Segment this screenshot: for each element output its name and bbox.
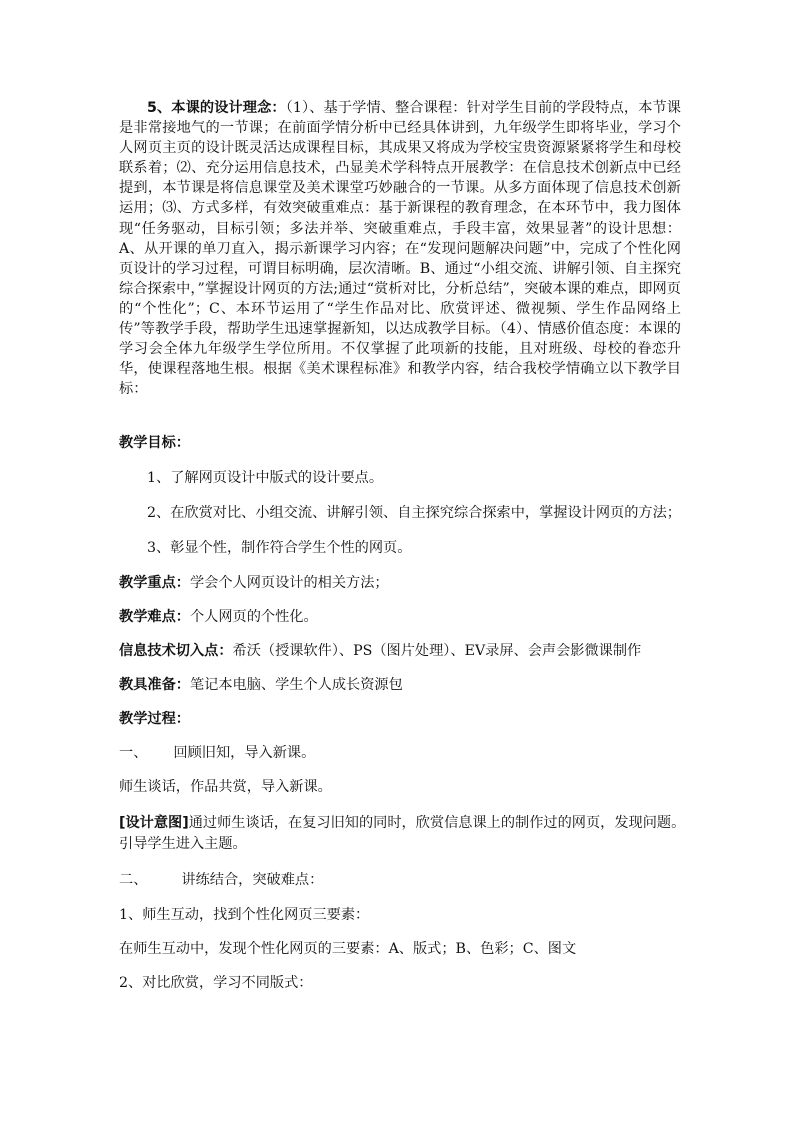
sub-step-1-heading: 1、师生互动，找到个性化网页三要素： (119, 907, 370, 923)
difficulty-label: 教学难点： (119, 609, 190, 625)
objective-item-3: 3、彰显个性，制作符合学生个性的网页。 (147, 540, 412, 556)
sub-step-1-text: 在师生互动中，发现个性化网页的三要素：A、版式；B、色彩；C、图文 (119, 941, 577, 957)
difficulty-text: 个人网页的个性化。 (189, 609, 318, 625)
sub-step-2-heading: 2、对比欣赏，学习不同版式： (119, 975, 313, 991)
it-entry-text: 希沃（授课软件）、PS（图片处理）、EV录屏、会声会影微课制作 (232, 643, 642, 659)
it-entry-line (119, 641, 641, 661)
materials-text: 笔记本电脑、学生个人成长资源包 (189, 677, 403, 693)
objective-item-1: 1、了解网页设计中版式的设计要点。 (147, 470, 384, 486)
step-2-number: 二、 (119, 872, 148, 888)
key-point-line (119, 573, 389, 593)
design-intent-paragraph (119, 813, 689, 854)
materials-line (119, 675, 403, 695)
design-concept-heading: 5、本课的设计理念： (147, 100, 286, 116)
design-intent-label: [设计意图] (119, 815, 189, 831)
step-1-number: 一、 (119, 745, 148, 761)
objectives-heading: 教学目标： (119, 435, 190, 451)
step-1-title: 回顾旧知，导入新课。 (173, 745, 316, 761)
design-concept-paragraph (119, 98, 681, 399)
step-1-heading (119, 743, 315, 763)
key-point-label: 教学重点： (119, 575, 190, 591)
it-entry-label: 信息技术切入点： (119, 643, 233, 659)
step-1-text: 师生谈话，作品共赏，导入新课。 (119, 779, 332, 795)
difficulty-line (119, 607, 318, 627)
materials-label: 教具准备： (119, 677, 190, 693)
process-heading: 教学过程： (119, 711, 190, 727)
design-concept-body: （1）、基于学情、整合课程：针对学生目前的学段特点，本节课是非常接地气的一节课；在前面学情分析中已经具体讲到，九年级学生即将毕业，学习个人网页主页的设计既灵活达成课程目标，其成果又将成为学校宝贵资源紧紧将学生和母校联系着；⑵、充分运用信息技术，凸显美术学科特点开展教学：在信息技术创新点中已经提到，本节课是将信息课堂及美术课堂巧妙融合的一节课。从多方面体现了信息技术创新运用；⑶、方式多样，有效突破重难点：基于新课程的教育理念，在本环节中，我力图体现“任务驱动，目标引领；多法并举、突破重难点，手段丰富，效果显著”的设计思想：A、从开课的单刀直入，揭示新课学习内容；在“发现问题解决问题”中，完成了个性化网页设计的学习过程，可谓目标明确，层次清晰。B、通过“小组交流、讲解引领、自主探究综合探索中，”掌握设计网页的方法;通过“赏析对比，分析总结”，突破本课的难点，即网页的“个性化”；C、本环节运用了“学生作品对比、欣赏评述、微视频、学生作品网络上传”等教学手段，帮助学生迅速掌握新知，以达成教学目标。（4）、情感价值态度：本课的学习会全体九年级学生学位所用。不仅掌握了此项新的技能，且对班级、母校的眷恋升华，使课程落地生根。根据《美术课程标准》和教学内容，结合我校学情确立以下教学目标： (119, 100, 681, 398)
objective-item-2: 2、在欣赏对比、小组交流、讲解引领、自主探究综合探索中，掌握设计网页的方法； (147, 505, 681, 521)
key-point-text: 学会个人网页设计的相关方法； (189, 575, 389, 591)
objectives-heading-line (119, 433, 190, 453)
design-intent-text: 通过师生谈话，在复习旧知的同时，欣赏信息课上的制作过的网页，发现问题。引导学生进入主题。 (119, 815, 686, 852)
process-heading-line (119, 709, 190, 729)
step-2-heading (119, 870, 323, 890)
step-2-title: 讲练结合，突破难点： (181, 872, 324, 888)
